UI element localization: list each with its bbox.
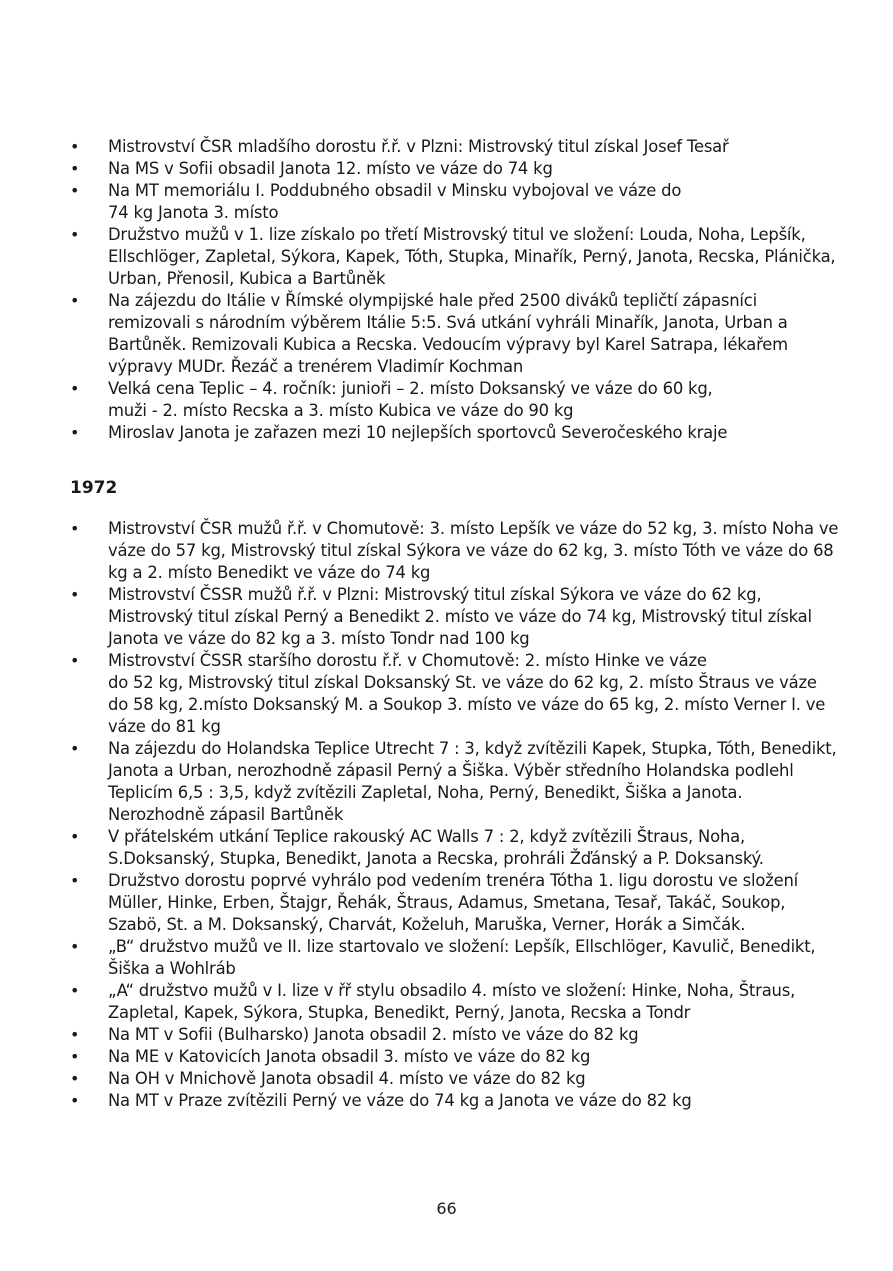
list-item: • Na OH v Mnichově Janota obsadil 4. místo ve váze do 82 kg bbox=[70, 1068, 840, 1090]
list-item: • Mistrovství ČSR mladšího dorostu ř.ř. v Plzni: Mistrovský titul získal Josef Tesař bbox=[70, 136, 840, 158]
list-item: • Družstvo dorostu poprvé vyhrálo pod vedením trenéra Tótha 1. ligu dorostu ve složení Müller, Hinke, Erben, Štajgr, Řehák, Štraus, Adamus, Smetana, Tesař, Takáč, Soukop, Szabö, St. a M. Doksanský, Charvát, Koželuh, Maruška, Verner, Horák a Simčák. bbox=[70, 870, 840, 936]
list-item: • Na MT memoriálu I. Poddubného obsadil v Minsku vybojoval ve váze do 74 kg Janota 3. místo bbox=[70, 180, 840, 224]
list-item: • Na MS v Sofii obsadil Janota 12. místo ve váze do 74 kg bbox=[70, 158, 840, 180]
bullet-list-1971 bbox=[70, 136, 840, 444]
list-item: • Na zájezdu do Holandska Teplice Utrecht 7 : 3, když zvítězili Kapek, Stupka, Tóth, Benedikt, Janota a Urban, nerozhodně zápasil Perný a Šiška. Výběr středního Holandska podlehl Teplicím 6,5 : 3,5, když zvítězili Zapletal, Noha, Perný, Benedikt, Šiška a Janota. Nerozhodně zápasil Bartůněk bbox=[70, 738, 840, 826]
list-item: • Na MT v Praze zvítězili Perný ve váze do 74 kg a Janota ve váze do 82 kg bbox=[70, 1090, 840, 1112]
list-item: • Mistrovství ČSSR staršího dorostu ř.ř. v Chomutově: 2. místo Hinke ve váze do 52 kg, Mistrovský titul získal Doksanský St. ve váze do 62 kg, 2. místo Štraus ve váze do 58 kg, 2.místo Doksanský M. a Soukop 3. místo ve váze do 65 kg, 2. místo Verner I. ve váze do 81 kg bbox=[70, 650, 840, 738]
list-item: • Mistrovství ČSR mužů ř.ř. v Chomutově: 3. místo Lepšík ve váze do 52 kg, 3. místo Noha ve váze do 57 kg, Mistrovský titul získal Sýkora ve váze do 62 kg, 3. místo Tóth ve váze do 68 kg a 2. místo Benedikt ve váze do 74 kg bbox=[70, 518, 840, 584]
list-item: • „B“ družstvo mužů ve II. lize startovalo ve složení: Lepšík, Ellschlöger, Kavulič, Benedikt, Šiška a Wohlráb bbox=[70, 936, 840, 980]
list-item: • Miroslav Janota je zařazen mezi 10 nejlepších sportovců Severočeského kraje bbox=[70, 422, 840, 444]
list-item: • V přátelském utkání Teplice rakouský AC Walls 7 : 2, když zvítězili Štraus, Noha, S.Doksanský, Stupka, Benedikt, Janota a Recska, prohráli Žďánský a P. Doksanský. bbox=[70, 826, 840, 870]
list-item: • Na ME v Katovicích Janota obsadil 3. místo ve váze do 82 kg bbox=[70, 1046, 840, 1068]
list-item: • Na MT v Sofii (Bulharsko) Janota obsadil 2. místo ve váze do 82 kg bbox=[70, 1024, 840, 1046]
bullet-list-1972 bbox=[70, 518, 840, 1112]
list-item: • Velká cena Teplic – 4. ročník: junioři – 2. místo Doksanský ve váze do 60 kg, muži - 2. místo Recska a 3. místo Kubica ve váze do 90 kg bbox=[70, 378, 840, 422]
list-item: • Družstvo mužů v 1. lize získalo po třetí Mistrovský titul ve složení: Louda, Noha, Lepšík, Ellschlöger, Zapletal, Sýkora, Kapek, Tóth, Stupka, Minařík, Perný, Janota, Recska, Plánička, Urban, Přenosil, Kubica a Bartůněk bbox=[70, 224, 840, 290]
list-item: • „A“ družstvo mužů v I. lize v řř stylu obsadilo 4. místo ve složení: Hinke, Noha, Štraus, Zapletal, Kapek, Sýkora, Stupka, Benedikt, Perný, Janota, Recska a Tondr bbox=[70, 980, 840, 1024]
list-item: • Na zájezdu do Itálie v Římské olympijské hale před 2500 diváků tepličtí zápasníci remizovali s národním výběrem Itálie 5:5. Svá utkání vyhráli Minařík, Janota, Urban a Bartůněk. Remizovali Kubica a Recska. Vedoucím výpravy byl Karel Satrapa, lékařem výpravy MUDr. Řezáč a trenérem Vladimír Kochman bbox=[70, 290, 840, 378]
list-item: • Mistrovství ČSSR mužů ř.ř. v Plzni: Mistrovský titul získal Sýkora ve váze do 62 kg, Mistrovský titul získal Perný a Benedikt 2. místo ve váze do 74 kg, Mistrovský titul získal Janota ve váze do 82 kg a 3. místo Tondr nad 100 kg bbox=[70, 584, 840, 650]
page-number: 66 bbox=[436, 1199, 457, 1218]
section-heading-year: 1972 bbox=[70, 478, 118, 498]
